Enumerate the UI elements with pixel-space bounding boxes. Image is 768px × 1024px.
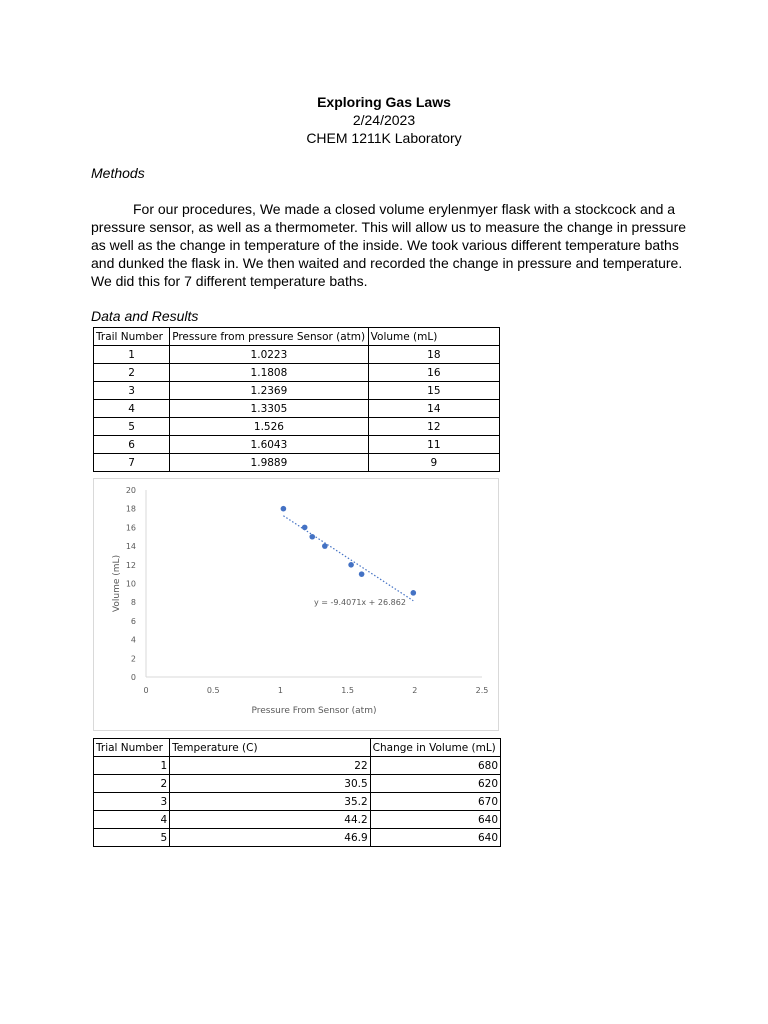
table-row <box>94 436 500 454</box>
course-name: CHEM 1211K Laboratory <box>306 130 462 146</box>
x-axis-title: Pressure From Sensor (atm) <box>251 706 377 716</box>
table-cell: 670 <box>370 793 500 811</box>
chart-border <box>94 479 499 731</box>
trendline-equation: y = -9.4071x + 26.862 <box>314 598 406 608</box>
table-cell: 1 <box>94 757 170 775</box>
table-cell: 35.2 <box>170 793 370 811</box>
table-row <box>94 418 500 436</box>
table-cell: 46.9 <box>170 829 370 847</box>
table-cell: 1.526 <box>170 418 368 436</box>
y-tick-label: 0 <box>130 673 136 682</box>
table-row <box>94 364 500 382</box>
table-row <box>94 454 500 472</box>
y-tick-label: 4 <box>130 635 136 645</box>
table-cell: 4 <box>94 811 170 829</box>
data-point <box>411 590 417 596</box>
table-header-cell: Change in Volume (mL) <box>370 739 500 757</box>
table-cell: 1.9889 <box>170 454 368 472</box>
table-cell: 9 <box>368 454 499 472</box>
table-cell: 1.3305 <box>170 400 368 418</box>
table-cell: 16 <box>368 364 499 382</box>
y-tick-label: 14 <box>125 542 136 552</box>
table-cell: 3 <box>94 382 170 400</box>
table-row <box>94 757 501 775</box>
table-cell: 44.2 <box>170 811 370 829</box>
x-tick-label: 0 <box>143 686 149 695</box>
table-cell: 15 <box>368 382 499 400</box>
table-cell: 4 <box>94 400 170 418</box>
document-date: 2/24/2023 <box>352 112 416 128</box>
x-tick-label: 1 <box>277 686 283 695</box>
table-cell: 12 <box>368 418 499 436</box>
table-cell: 5 <box>94 418 170 436</box>
y-tick-label: 2 <box>130 654 136 664</box>
table-cell: 680 <box>370 757 500 775</box>
data-point <box>309 534 315 540</box>
data-point <box>302 525 308 531</box>
table-header-cell: Pressure from pressure Sensor (atm) <box>170 328 368 346</box>
pressure-volume-chart <box>93 478 499 731</box>
y-tick-label: 10 <box>125 579 136 589</box>
table-header-cell: Temperature (C) <box>170 739 370 757</box>
x-tick-label: 2.5 <box>475 686 489 695</box>
pressure-volume-table <box>93 327 500 472</box>
document-header <box>0 93 768 147</box>
table-row <box>94 775 501 793</box>
table-cell: 6 <box>94 436 170 454</box>
table-row <box>94 829 501 847</box>
table-cell: 3 <box>94 793 170 811</box>
data-point <box>359 571 365 577</box>
data-point <box>281 506 287 512</box>
table-cell: 1 <box>94 346 170 364</box>
table-header-cell: Volume (mL) <box>368 328 499 346</box>
table-row <box>94 346 500 364</box>
y-tick-label: 20 <box>125 486 136 495</box>
table-cell: 1.0223 <box>170 346 368 364</box>
table-header-cell: Trail Number <box>94 328 170 346</box>
table-cell: 11 <box>368 436 499 454</box>
y-tick-label: 6 <box>130 616 136 626</box>
table-cell: 1.1808 <box>170 364 368 382</box>
y-axis-title: Volume (mL) <box>112 554 122 613</box>
table-row <box>94 400 500 418</box>
table-header-row <box>94 328 500 346</box>
table-cell: 5 <box>94 829 170 847</box>
table-row <box>94 793 501 811</box>
table-header-row <box>94 739 501 757</box>
temperature-volume-table <box>93 738 501 847</box>
y-tick-label: 18 <box>125 504 136 514</box>
table-cell: 1.2369 <box>170 382 368 400</box>
x-tick-label: 2 <box>412 686 418 695</box>
table-cell: 1.6043 <box>170 436 368 454</box>
x-tick-label: 1.5 <box>341 686 354 695</box>
document-title: Exploring Gas Laws <box>317 94 451 110</box>
table-cell: 2 <box>94 775 170 793</box>
data-point <box>322 543 328 549</box>
table-row <box>94 382 500 400</box>
table-header-cell: Trial Number <box>94 739 170 757</box>
y-tick-label: 16 <box>125 523 136 533</box>
table-cell: 18 <box>368 346 499 364</box>
table-row <box>94 811 501 829</box>
methods-heading: Methods <box>91 165 145 181</box>
table-cell: 14 <box>368 400 499 418</box>
methods-paragraph: For our procedures, We made a closed volume erylenmyer flask with a stockcock and a pressure sensor, as well as a thermometer. This will allow us to measure the change in pressure as well as the change in temperature of the inside. We took various different temperature baths and dunked the flask in. We then waited and recorded the change in pressure and temperature. We did this for 7 different temperature baths. <box>91 201 687 289</box>
table-cell: 30.5 <box>170 775 370 793</box>
x-tick-label: 0.5 <box>206 686 220 695</box>
table-cell: 640 <box>370 829 500 847</box>
table-cell: 640 <box>370 811 500 829</box>
results-heading: Data and Results <box>91 308 199 324</box>
table-cell: 7 <box>94 454 170 472</box>
y-tick-label: 12 <box>125 560 136 570</box>
table-cell: 620 <box>370 775 500 793</box>
y-tick-label: 8 <box>130 598 136 608</box>
data-point <box>348 562 354 568</box>
table-cell: 2 <box>94 364 170 382</box>
table-cell: 22 <box>170 757 370 775</box>
